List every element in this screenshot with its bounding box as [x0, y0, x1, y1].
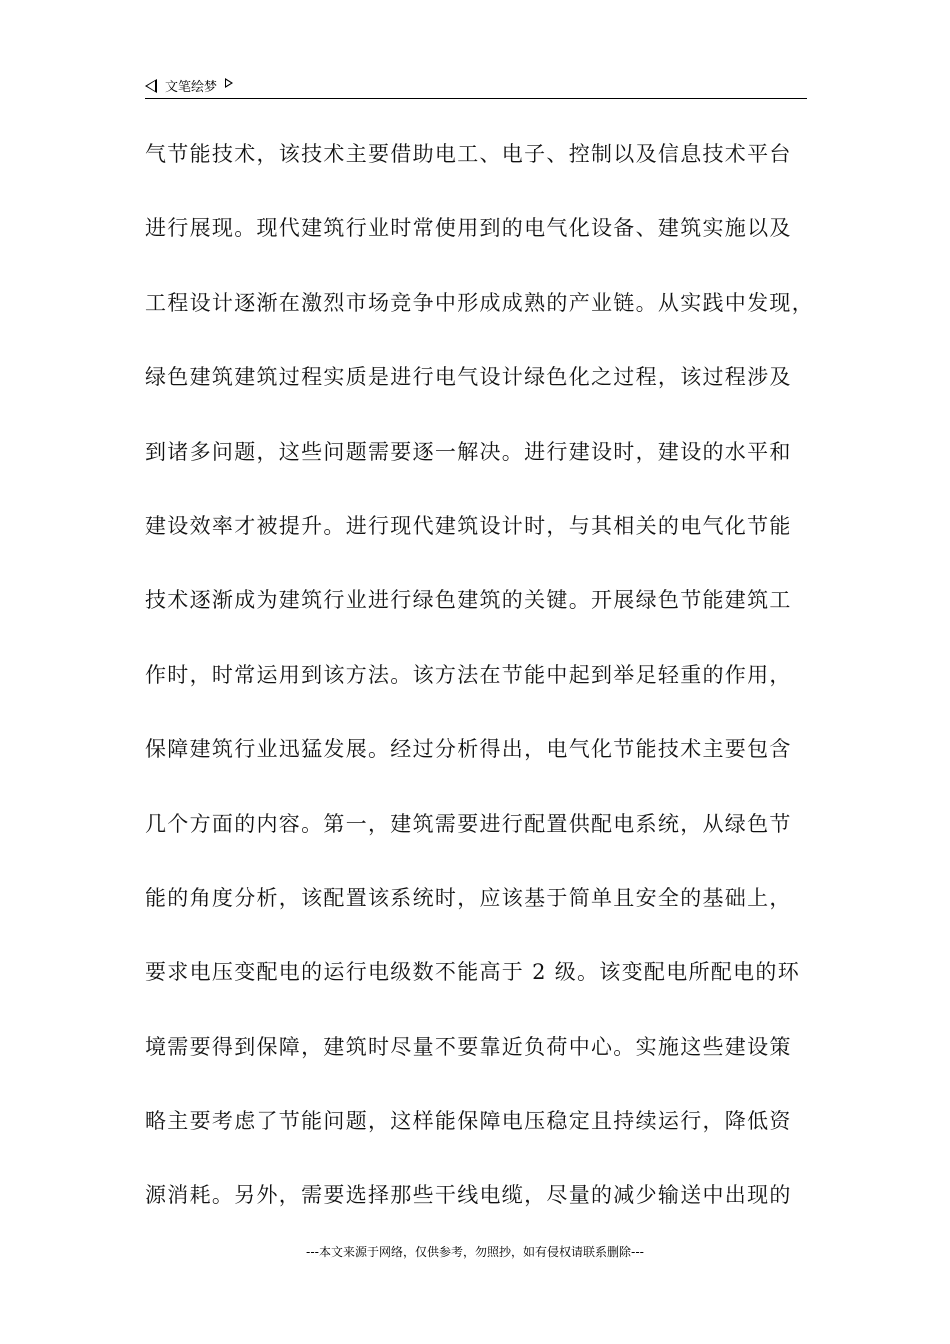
body-line: 到诸多问题，这些问题需要逐一解决。进行建设时，建设的水平和	[145, 439, 792, 464]
body-line: 建设效率才被提升。进行现代建筑设计时，与其相关的电气化节能	[145, 513, 792, 538]
header-brand	[145, 76, 233, 95]
body-line: 能的角度分析，该配置该系统时，应该基于简单且安全的基础上，	[145, 885, 792, 910]
body-line: 要求电压变配电的运行电级数不能高于 2 级。该变配电所配电的环	[145, 960, 801, 985]
document-body	[145, 136, 825, 1252]
triangle-right-icon	[225, 78, 233, 88]
body-line: 保障建筑行业迅猛发展。经过分析得出，电气化节能技术主要包含	[145, 737, 792, 762]
body-line: 境需要得到保障，建筑时尽量不要靠近负荷中心。实施这些建设策	[145, 1034, 792, 1059]
body-line: 略主要考虑了节能问题，这样能保障电压稳定且持续运行，降低资	[145, 1109, 792, 1134]
body-line: 作时，时常运用到该方法。该方法在节能中起到举足轻重的作用，	[145, 662, 792, 687]
footer-notice: ---本文来源于网络，仅供参考，勿照抄，如有侵权请联系删除---	[306, 1245, 644, 1259]
triangle-left-icon	[145, 79, 157, 93]
header-title: 文笔绘梦	[165, 80, 218, 95]
body-line: 技术逐渐成为建筑行业进行绿色建筑的关键。开展绿色节能建筑工	[145, 588, 792, 613]
body-line: 绿色建筑建筑过程实质是进行电气设计绿色化之过程，该过程涉及	[145, 365, 792, 390]
body-line: 几个方面的内容。第一，建筑需要进行配置供配电系统，从绿色节	[145, 811, 792, 836]
page-footer	[0, 1243, 950, 1260]
body-line: 源消耗。另外，需要选择那些干线电缆，尽量的减少输送中出现的	[145, 1183, 792, 1208]
body-line: 气节能技术，该技术主要借助电工、电子、控制以及信息技术平台	[145, 142, 792, 166]
page-header	[145, 74, 807, 99]
body-line: 进行展现。现代建筑行业时常使用到的电气化设备、建筑实施以及	[145, 216, 792, 241]
body-line: 工程设计逐渐在激烈市场竞争中形成成熟的产业链。从实践中发现，	[145, 290, 814, 315]
